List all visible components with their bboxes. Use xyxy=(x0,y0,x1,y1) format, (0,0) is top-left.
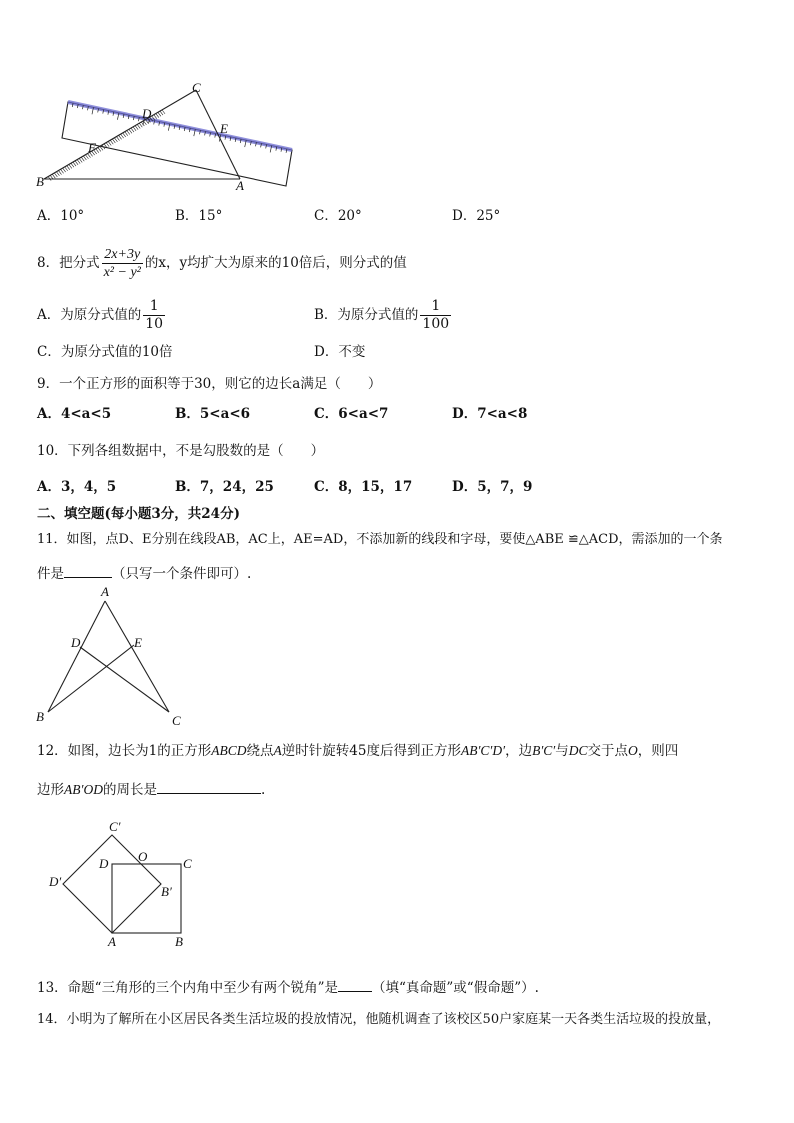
q10-option-d[interactable]: D．5，7，9 xyxy=(452,479,533,495)
q12-label-A: A xyxy=(108,934,116,949)
q8-fraction xyxy=(102,246,143,281)
q12-text-10: . xyxy=(260,782,266,798)
q12-square-figure xyxy=(44,815,204,955)
q12-label-B: B xyxy=(175,934,183,949)
q12-label-C1: C′ xyxy=(109,819,121,834)
q14-stem: 14．小明为了解所在小区居民各类生活垃圾的投放情况，他随机调查了该校区50户家庭某一天各类生活垃圾的投放量， xyxy=(37,1012,721,1027)
q8-option-b-num: 1 xyxy=(420,298,451,316)
q7-label-D: D xyxy=(142,106,152,121)
q12-square-rotated: AB′C′D′ xyxy=(460,743,506,758)
q10-option-c[interactable]: C．8，15，17 xyxy=(314,479,413,495)
section-title-fill-in: 二、填空题(每小题3分，共24分) xyxy=(37,506,240,522)
q12-text-9: 的周长是 xyxy=(102,782,157,798)
q12-label-D: D xyxy=(99,856,109,871)
q12-text-4: ，边 xyxy=(505,743,533,759)
q10-stem: 10．下列各组数据中，不是勾股数的是（ ） xyxy=(37,443,325,459)
q8-option-d[interactable]: D．不变 xyxy=(314,344,366,360)
q13-stem xyxy=(37,977,539,997)
q12-label-D1: D′ xyxy=(49,874,62,889)
q11-answer-blank[interactable] xyxy=(64,563,112,578)
q12-text-7: ，则四 xyxy=(637,743,679,759)
q11-stem-line2 xyxy=(37,563,251,583)
q11-stem-line1: 11．如图，点D、E分别在线段AB，AC上，AE=AD，不添加新的线段和字母，要使△ABE ≌△ACD，需添加的一个条 xyxy=(37,532,723,547)
q11-label-A: A xyxy=(101,585,109,599)
q12-stem-line2 xyxy=(37,779,265,799)
q7-label-B: B xyxy=(36,174,44,189)
q12-text-5: 与 xyxy=(555,743,569,759)
q11-label-B: B xyxy=(36,709,44,724)
q11-label-D: D xyxy=(71,635,81,650)
q8-fraction-den: x² − y² xyxy=(103,265,141,280)
q12-stem-line1 xyxy=(37,742,678,760)
q12-text-1: 12．如图，边长为1的正方形 xyxy=(37,743,212,759)
q12-text-6: 交于点 xyxy=(587,743,629,759)
q8-option-a[interactable] xyxy=(37,298,167,333)
q8-option-b-den: 100 xyxy=(422,316,450,332)
q13-prefix: 13．命题“三角形的三个内角中至少有两个锐角”是 xyxy=(37,980,338,996)
q11-label-E: E xyxy=(134,635,142,650)
ruler xyxy=(62,102,292,186)
q8-option-c[interactable]: C．为原分式值的10倍 xyxy=(37,344,173,360)
q7-ruler-triangle-figure xyxy=(30,78,300,196)
q8-option-b[interactable] xyxy=(314,298,453,333)
q12-quadrilateral: AB′OD xyxy=(64,782,103,797)
q9-option-a[interactable]: A．4<a<5 xyxy=(37,406,112,422)
q12-point-o: O xyxy=(628,743,638,758)
q12-segment-b1c1: B′C′ xyxy=(532,743,556,758)
q11-prefix: 件是 xyxy=(37,566,64,582)
q8-fraction-num: 2x+3y xyxy=(102,246,143,264)
q12-text-2: 绕点 xyxy=(246,743,274,759)
q11-label-C: C xyxy=(172,713,181,728)
q12-label-O: O xyxy=(138,849,148,864)
q12-point-a: A xyxy=(273,743,282,758)
q11-suffix: （只写一个条件即可）. xyxy=(112,566,252,582)
q8-option-b-prefix: B．为原分式值的 xyxy=(314,307,419,323)
q7-option-b[interactable]: B．15° xyxy=(175,208,223,224)
q8-option-b-fraction xyxy=(420,298,451,333)
q9-option-d[interactable]: D．7<a<8 xyxy=(452,406,528,422)
q7-label-F: F xyxy=(88,140,96,155)
q7-option-c[interactable]: C．20° xyxy=(314,208,362,224)
q12-text-3: 逆时针旋转45度后得到正方形 xyxy=(281,743,461,759)
q9-stem: 9．一个正方形的面积等于30，则它的边长a满足（ ） xyxy=(37,376,382,392)
q12-text-8: 边形 xyxy=(37,782,64,798)
q7-label-A: A xyxy=(236,178,244,193)
q11-triangle-figure xyxy=(34,585,194,730)
q8-stem xyxy=(37,246,407,281)
q12-square-abcd: ABCD xyxy=(211,743,247,758)
q7-label-E: E xyxy=(220,121,228,136)
q9-option-c[interactable]: C．6<a<7 xyxy=(314,406,389,422)
q8-option-a-num: 1 xyxy=(143,298,165,316)
q7-option-a[interactable]: A．10° xyxy=(37,208,85,224)
q7-label-C: C xyxy=(192,80,201,95)
q13-answer-blank[interactable] xyxy=(338,977,372,992)
q8-option-a-den: 10 xyxy=(145,316,164,332)
q12-segment-dc: DC xyxy=(568,743,588,758)
q8-suffix: 的x，y均扩大为原来的10倍后，则分式的值 xyxy=(144,255,407,271)
q12-label-C: C xyxy=(183,856,192,871)
q10-option-a[interactable]: A．3，4，5 xyxy=(37,479,117,495)
q8-prefix: 8．把分式 xyxy=(37,255,100,271)
q7-option-d[interactable]: D．25° xyxy=(452,208,501,224)
q10-option-b[interactable]: B．7，24，25 xyxy=(175,479,274,495)
q12-answer-blank[interactable] xyxy=(157,779,261,794)
q12-label-B1: B′ xyxy=(161,884,172,899)
q8-option-a-prefix: A．为原分式值的 xyxy=(37,307,142,323)
q9-option-b[interactable]: B．5<a<6 xyxy=(175,406,251,422)
q8-option-a-fraction xyxy=(143,298,165,333)
q13-suffix: （填“真命题”或“假命题”）. xyxy=(371,980,539,996)
